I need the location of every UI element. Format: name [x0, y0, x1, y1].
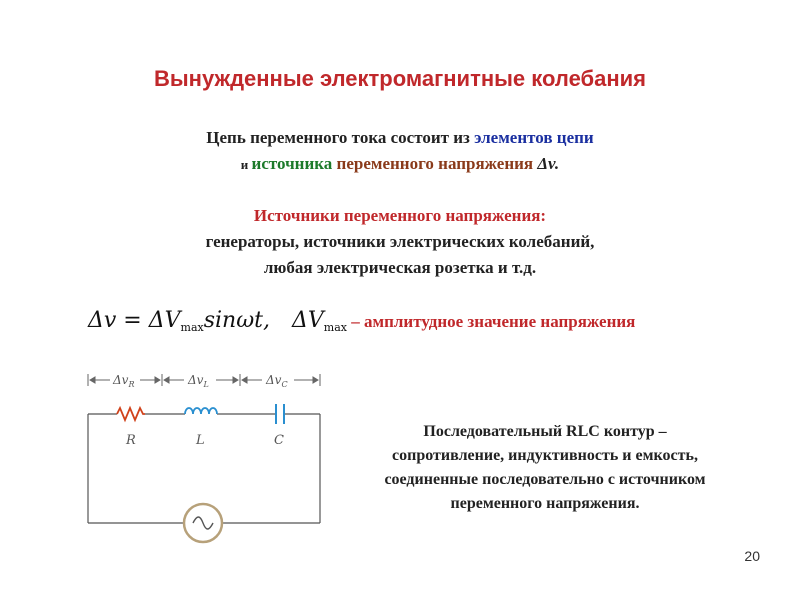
formula-term: ΔV	[292, 308, 324, 333]
label-c: C	[274, 433, 284, 448]
resistor-symbol	[117, 408, 145, 420]
capacitor-symbol	[276, 404, 284, 424]
sources-line-2: любая электрическая розетка и т.д.	[263, 258, 537, 277]
label-delta-v-c: $\Delta v_C$	[266, 373, 288, 389]
rlc-line-3: соединенные последовательно с источником	[384, 471, 706, 488]
inductor-symbol	[185, 408, 217, 414]
rlc-line-2: сопротивление, индуктивность и емкость,	[392, 447, 698, 464]
intro-text-a: Цепь переменного тока состоит из	[206, 128, 475, 147]
ac-source-symbol	[184, 504, 222, 542]
rlc-circuit-diagram	[80, 368, 330, 548]
formula-term-sub: max	[323, 321, 347, 335]
label-delta-v-l: $\Delta v_L$	[188, 373, 209, 389]
intro-line-1	[0, 128, 800, 148]
slide-title: Вынужденные электромагнитные колебания	[154, 66, 646, 91]
formula-lhs: Δv = ΔV	[88, 308, 181, 333]
intro-circuit-elements: элементов цепи	[474, 128, 594, 147]
intro-delta-v: Δv.	[537, 154, 560, 173]
sources-line-1: генераторы, источники электрических колебаний,	[205, 232, 595, 251]
formula-lhs-sub: max	[180, 321, 204, 335]
rlc-line-1: Последовательный RLC контур –	[423, 423, 667, 440]
sources-heading: Источники переменного напряжения:	[253, 206, 547, 225]
intro-line-2	[0, 154, 800, 174]
intro-text-and: и	[240, 157, 252, 172]
label-delta-v-r: $\Delta v_R$	[113, 373, 135, 389]
label-r: R	[126, 433, 136, 448]
intro-source-word: источника	[251, 154, 333, 173]
formula-rhs: sinωt,	[203, 308, 270, 333]
rlc-description	[350, 420, 740, 516]
formula-description: – амплитудное значение напряжения	[346, 312, 636, 331]
page-number: 20	[744, 548, 760, 564]
formula-row	[88, 308, 635, 334]
label-l: L	[196, 433, 205, 448]
rlc-line-4: переменного напряжения.	[450, 495, 640, 512]
intro-voltage-text: переменного напряжения	[332, 154, 538, 173]
